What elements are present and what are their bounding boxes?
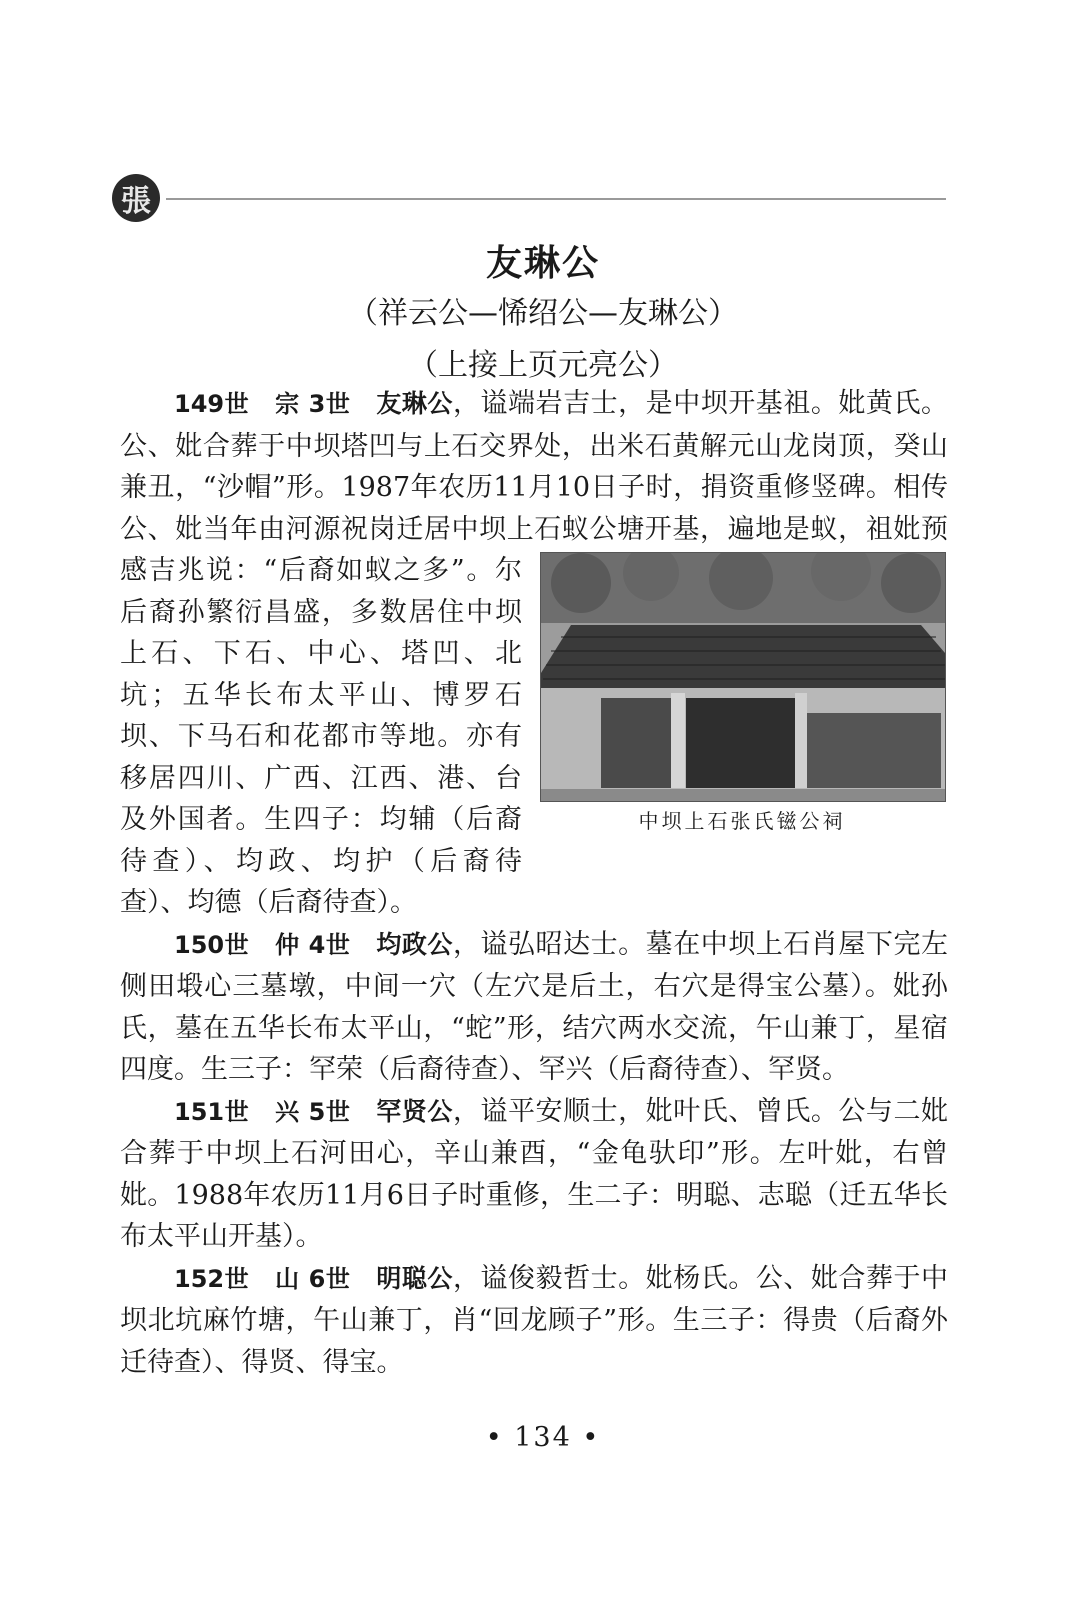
entry-151 <box>120 1091 948 1258</box>
continuation-note: （上接上页元亮公） <box>408 348 678 383</box>
rank-label: 山 6世 <box>275 1264 351 1293</box>
ancestor-name: 均政公 <box>376 929 453 959</box>
page-title: 友琳公 <box>485 243 600 284</box>
zhang-seal-icon: 張 <box>112 174 160 222</box>
entry-text: ，谥端岩吉士，是中坝开基祖。妣黄氏。公、妣合葬于中坝塔凹与上石交界处，出米石黄解元山龙岗顶，癸山兼丑，“沙帽”形。1987年农历11月10日子时，捐资重修竖碑。相传公、妣当年由河源祝岗迁居中坝上石蚁公塘开基，遍地 <box>120 388 948 545</box>
entry-152 <box>120 1258 948 1384</box>
entry-text: ，谥平安顺士，妣叶氏、曾氏。公与二妣合葬于中坝上石河田心，辛山兼酉，“金龟驮印”形。左叶妣，右曾妣。1988年农历11月6日子时重修，生二子：明聪、志聪（迁五华长布太平山开基）。 <box>120 1095 948 1252</box>
rank-label: 仲 4世 <box>275 930 351 959</box>
lineage-subtitle: （祥云公—悕绍公—友琳公） <box>348 296 738 331</box>
rank-label: 宗 3世 <box>275 390 351 418</box>
photo-caption: 中坝上石张氏镃公祠 <box>638 809 846 833</box>
rank-label: 兴 5世 <box>275 1097 351 1126</box>
entry-text: ，谥俊毅哲士。妣杨氏。公、妣合葬于中坝北坑麻竹塘，午山兼丁，肖“回龙顾子”形。生三子：得贵（后裔外迁待查）、得贤、得宝。 <box>120 1262 948 1378</box>
entry-text: ，谥弘昭达士。墓在中坝上石肖屋下完左侧田塅心三墓墩，中间一穴（左穴是后土，右穴是得宝公墓）。妣孙氏，墓在五华长布太平山，“蛇”形，结穴两水交流，午山兼丁，星宿四度。生三子：罕荣（后裔待查）、罕兴（后裔待查）、罕贤。 <box>120 928 948 1085</box>
generation-label: 149世 <box>174 390 250 418</box>
entry-149 <box>120 383 948 924</box>
ancestor-name: 罕贤公 <box>376 1096 453 1126</box>
generation-label: 152世 <box>174 1264 250 1293</box>
ancestral-hall-photo <box>540 552 946 802</box>
generation-label: 150世 <box>174 930 250 959</box>
ancestor-name: 明聪公 <box>376 1263 453 1293</box>
ancestor-name: 友琳公 <box>376 389 453 418</box>
photo-figure <box>540 552 948 847</box>
header-rule <box>166 198 946 200</box>
genealogy-body <box>120 383 948 1383</box>
entry-150 <box>120 924 948 1091</box>
page-number: • 134 • <box>485 1422 601 1453</box>
generation-label: 151世 <box>174 1097 250 1126</box>
entry-text-continued: 是蚁，祖妣预感吉兆说：“后裔如蚁之多”。尔后裔孙繁衍昌盛，多数居住中坝上石、下石、中心、塔凹、北坑；五华长布太平山、博罗石坝、下马石和花都市等地。亦有移居四川、广西、江西、港、台及外国者。生四子：均辅（后裔待查）、均政、均护（后裔待查）、均德（后裔待查）。 <box>120 513 949 918</box>
chapter-header <box>112 174 946 222</box>
